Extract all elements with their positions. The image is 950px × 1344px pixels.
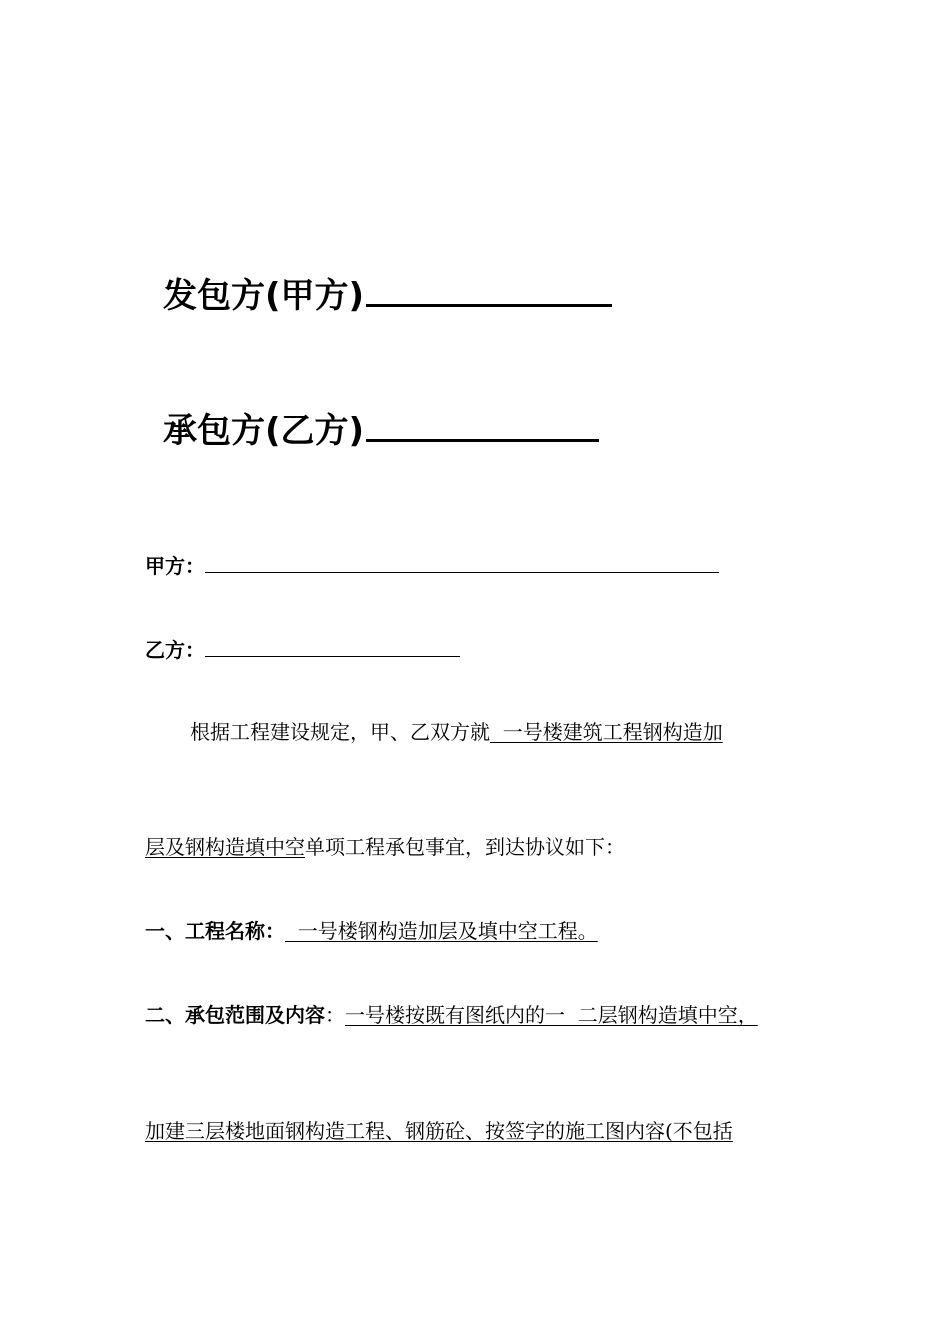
owner-label: 发包方(甲方): [163, 276, 365, 316]
intro-project-2: 层及钢构造填中空: [145, 835, 305, 859]
intro-text-1: 根据工程建设规定，甲、乙双方就: [190, 720, 490, 744]
section-2-line-1: [145, 1002, 758, 1028]
party-a-blank: [205, 552, 719, 573]
party-a-line: [145, 552, 719, 579]
intro-text-2: 单项工程承包事宜，到达协议如下：: [305, 835, 625, 859]
intro-line-1: [190, 719, 723, 745]
builder-label: 承包方(乙方): [163, 411, 365, 451]
section-2-line-2: [145, 1118, 733, 1144]
intro-line-2: [145, 834, 625, 860]
section-2-value-1: 一号楼按既有图纸内的一 二层钢构造填中空，: [345, 1003, 758, 1027]
builder-blank-line: [366, 411, 599, 442]
party-b-label: 乙方：: [145, 638, 205, 662]
section-2-colon: ：: [325, 1003, 345, 1027]
owner-heading: [163, 276, 612, 316]
section-1-label: 一、工程名称：: [145, 919, 285, 943]
party-a-label: 甲方：: [145, 554, 205, 578]
party-b-blank: [205, 636, 460, 657]
section-1-value: 一号楼钢构造加层及填中空工程。: [285, 919, 598, 943]
section-1: [145, 918, 598, 944]
section-2-label: 二、承包范围及内容: [145, 1003, 325, 1027]
intro-project-1: 一号楼建筑工程钢构造加: [490, 720, 723, 744]
owner-blank-line: [366, 276, 612, 307]
builder-heading: [163, 411, 599, 451]
section-2-value-2: 加建三层楼地面钢构造工程、钢筋砼、按签字的施工图内容(不包括: [145, 1119, 733, 1143]
party-b-line: [145, 636, 460, 663]
